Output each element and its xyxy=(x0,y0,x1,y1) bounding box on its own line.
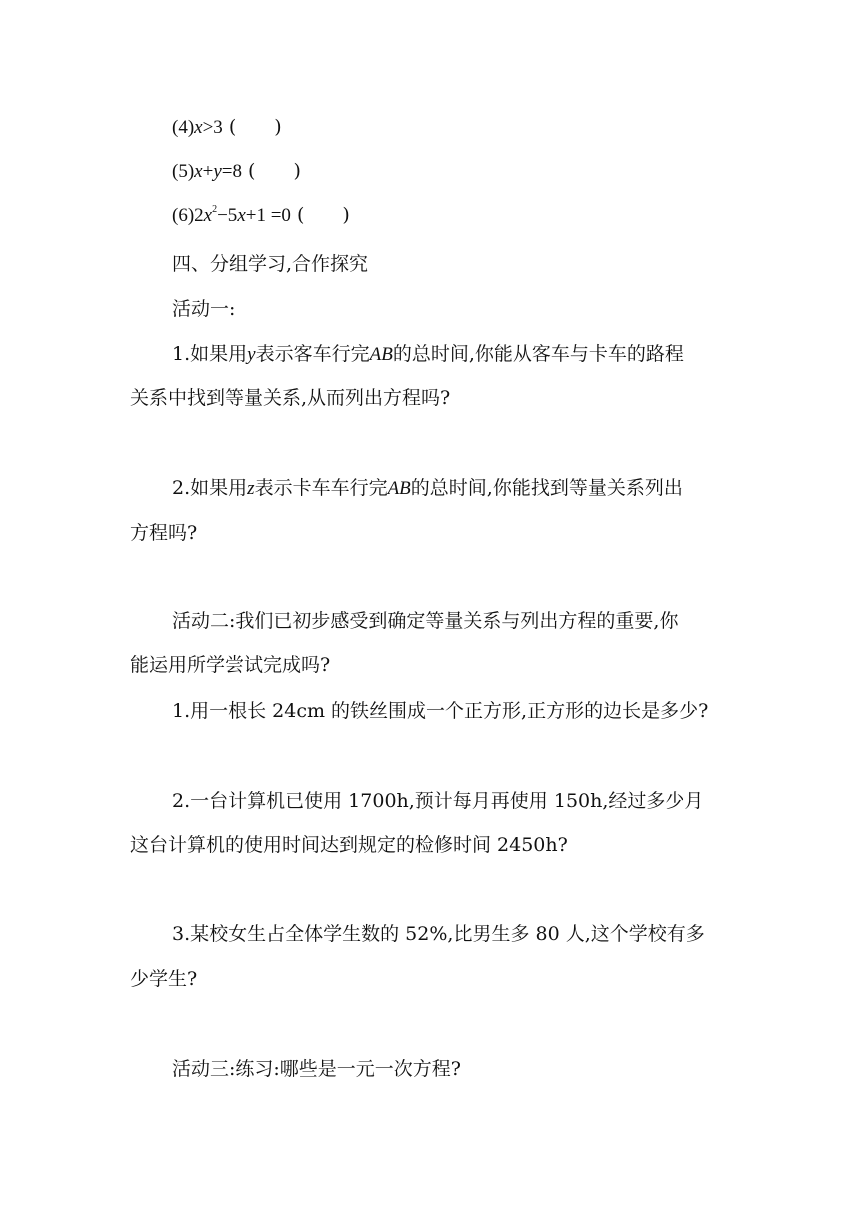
activity1-q1-ab: AB xyxy=(369,344,393,365)
activity2-q2-text1: 一台计算机已使用 1700h,预计每月再使用 150h,经过多少月 xyxy=(190,790,704,812)
exercise-6-paren-close: ) xyxy=(342,204,350,226)
exercise-4-label: (4) xyxy=(172,117,195,138)
exercise-4-var-x: x xyxy=(194,117,203,138)
section-heading: 四、分组学习,合作探究 xyxy=(172,253,369,275)
activity2-q3-number: 3. xyxy=(172,923,191,945)
activity2-q2-line2: 这台计算机的使用时间达到规定的检修时间 2450h? xyxy=(130,834,568,856)
exercise-6-minus: −5 xyxy=(217,205,238,226)
activity1-q2-number: 2. xyxy=(172,477,191,499)
exercise-5-label: (5) xyxy=(172,161,195,182)
exercise-4 xyxy=(172,114,282,141)
exercise-5-var-x: x xyxy=(194,161,203,182)
exercise-5-plus: + xyxy=(202,161,214,182)
exercise-6 xyxy=(172,202,350,229)
exercise-6-var-x: x xyxy=(203,205,213,226)
activity1-q2-ab: AB xyxy=(387,478,411,499)
activity2-q1-number: 1. xyxy=(172,700,191,722)
activity1-q1-mid: 表示客车行完 xyxy=(255,343,370,365)
exercise-5-var-y: y xyxy=(213,161,222,182)
exercise-6-exponent: 2 xyxy=(212,204,218,215)
activity2-q3-line2: 少学生? xyxy=(130,968,198,990)
exercise-6-rest: +1 =0 xyxy=(245,205,291,226)
exercise-5 xyxy=(172,158,301,185)
activity1-q2-post: 的总时间,你能找到等量关系列出 xyxy=(410,477,683,499)
activity2-q3-line1 xyxy=(172,921,705,947)
activity1-q2-pre: 如果用 xyxy=(190,477,248,499)
activity1-q2-line1 xyxy=(172,475,683,502)
exercise-6-coef: 2 xyxy=(194,205,204,226)
exercise-6-var-x2: x xyxy=(237,205,246,226)
activity1-q1-var: y xyxy=(247,344,256,365)
activity1-q2-line2: 方程吗? xyxy=(130,522,198,544)
activity2-q2-number: 2. xyxy=(172,790,191,812)
activity3-text: 活动三:练习:哪些是一元一次方程? xyxy=(172,1058,461,1080)
activity2-q1-text: 用一根长 24cm 的铁丝围成一个正方形,正方形的边长是多少? xyxy=(190,700,709,722)
activity1-title: 活动一: xyxy=(172,298,236,320)
exercise-5-rest: =8 xyxy=(221,161,242,182)
exercise-5-paren-close: ) xyxy=(293,160,301,182)
exercise-4-paren-open: ( xyxy=(228,116,237,138)
exercise-5-paren-open: ( xyxy=(248,160,256,182)
exercise-4-rest: >3 xyxy=(202,117,223,138)
activity1-q1-number: 1. xyxy=(172,343,191,365)
exercise-4-paren-close: ) xyxy=(274,116,282,138)
exercise-6-label: (6) xyxy=(172,205,195,226)
activity2-line1: 活动二:我们已初步感受到确定等量关系与列出方程的重要,你 xyxy=(172,610,679,632)
activity1-q2-var: z xyxy=(247,478,255,499)
activity1-q1-line1 xyxy=(172,341,684,368)
activity2-q1 xyxy=(172,698,708,724)
activity1-q1-pre: 如果用 xyxy=(190,343,248,365)
activity2-q2-line1 xyxy=(172,788,703,814)
exercise-6-paren-open: ( xyxy=(296,204,305,226)
activity1-q1-line2: 关系中找到等量关系,从而列出方程吗? xyxy=(130,387,451,409)
activity1-q1-post: 的总时间,你能从客车与卡车的路程 xyxy=(392,343,684,365)
activity1-q2-mid: 表示卡车车行完 xyxy=(254,477,388,499)
activity2-line2: 能运用所学尝试完成吗? xyxy=(130,654,331,676)
activity2-q3-text1: 某校女生占全体学生数的 52%,比男生多 80 人,这个学校有多 xyxy=(190,923,705,945)
